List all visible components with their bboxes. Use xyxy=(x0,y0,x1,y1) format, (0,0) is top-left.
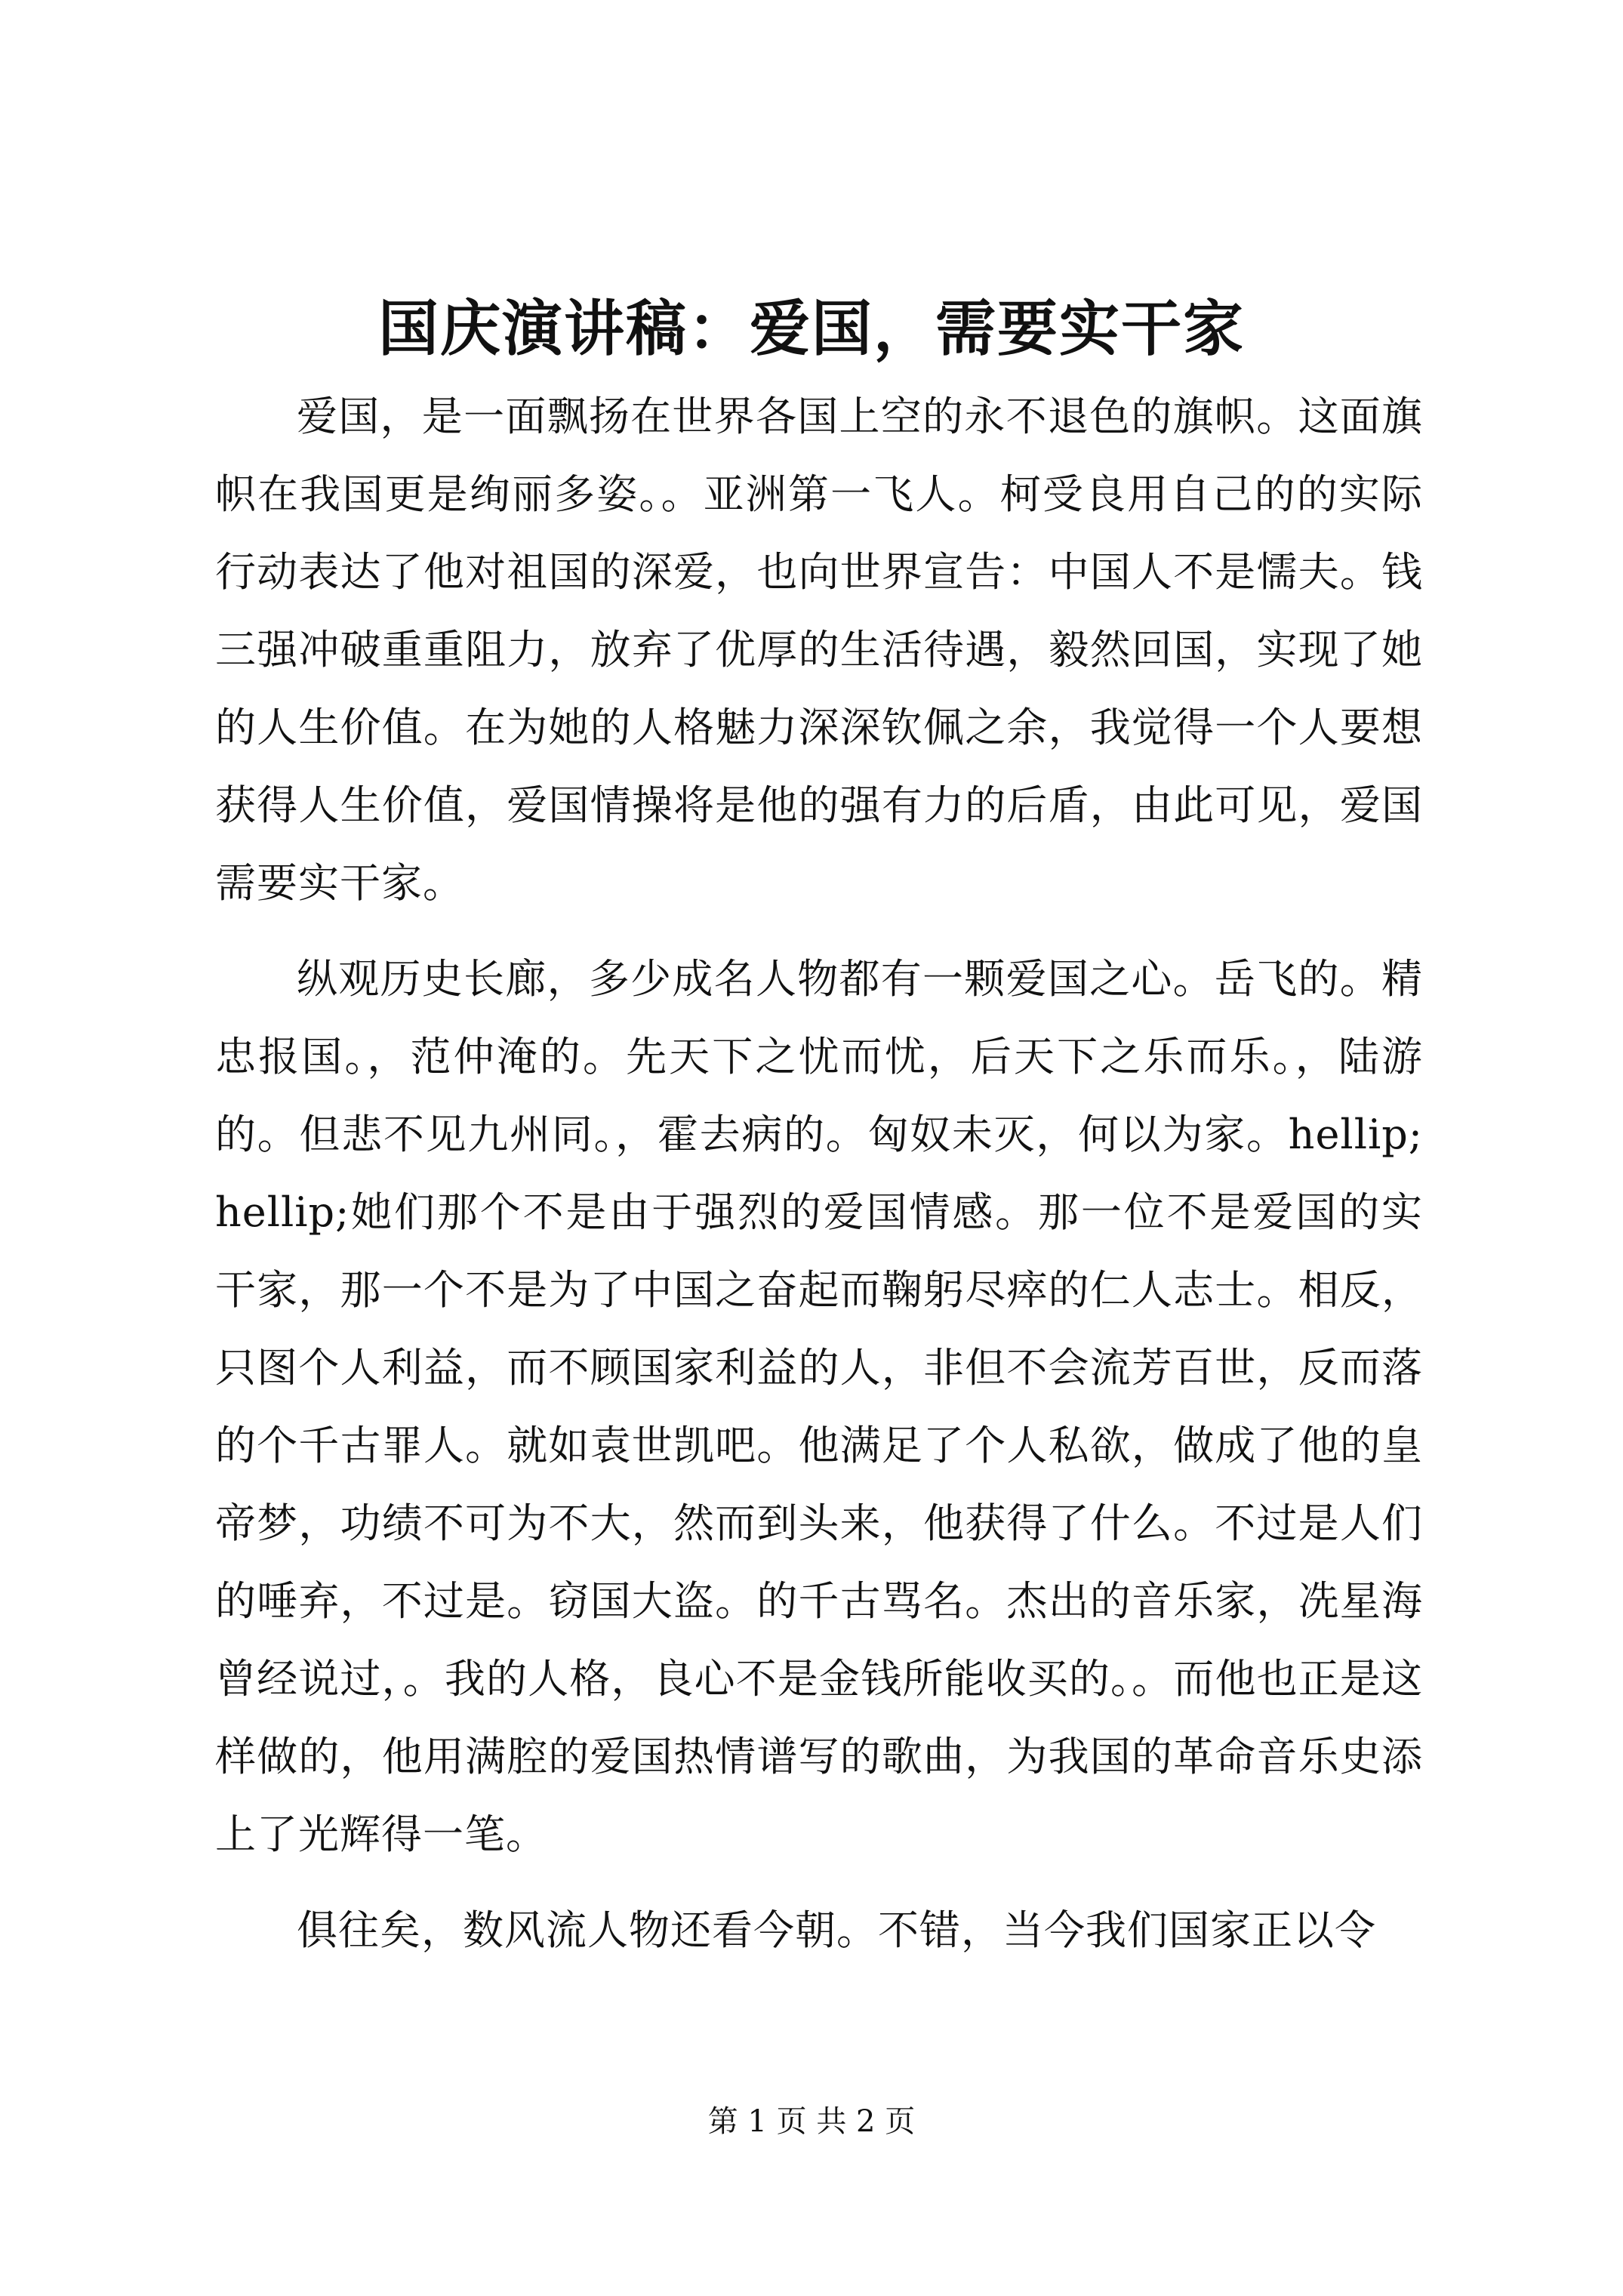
paragraph-2: 纵观历史长廊，多少成名人物都有一颗爱国之心。岳飞的。精忠报国。，范仲淹的。先天下之忧而忧，后天下之乐而乐。，陆游的。但悲不见九州同。，霍去病的。匈奴未灭，何以为家。hellip;hellip;她们那个不是由于强烈的爱国情感。那一位不是爱国的实干家，那一个不是为了中国之奋起而鞠躬尽瘁的仁人志士。相反，只图个人利益，而不顾国家利益的人，非但不会流芳百世，反而落的个千古罪人。就如袁世凯吧。他满足了个人私欲，做成了他的皇帝梦，功绩不可为不大，然而到头来，他获得了什么。不过是人们的唾弃，不过是。窃国大盗。的千古骂名。杰出的音乐家，冼星海曾经说过，。我的人格，良心不是金钱所能收买的。。而他也正是这样做的，他用满腔的爱国热情谱写的歌曲，为我国的革命音乐史添上了光辉得一笔。 xyxy=(215,955,1423,1858)
paragraph-1: 爱国，是一面飘扬在世界各国上空的永不退色的旗帜。这面旗帜在我国更是绚丽多姿。。亚洲第一飞人。柯受良用自己的的实际行动表达了他对祖国的深爱，也向世界宣告：中国人不是懦夫。钱三强冲破重重阻力，放弃了优厚的生活待遇，毅然回国，实现了她的人生价值。在为她的人格魅力深深钦佩之余，我觉得一个人要想获得人生价值，爱国情操将是他的强有力的后盾，由此可见，爱国需要实干家。 xyxy=(215,393,1423,907)
paragraph-3: 俱往矣，数风流人物还看今朝。不错，当今我们国家正以令 xyxy=(297,1906,1376,1954)
document-title: 国庆演讲稿：爱国，需要实干家 xyxy=(378,293,1245,364)
document-body xyxy=(215,378,1423,1987)
page-footer: 第 1 页 共 2 页 xyxy=(707,2104,916,2139)
